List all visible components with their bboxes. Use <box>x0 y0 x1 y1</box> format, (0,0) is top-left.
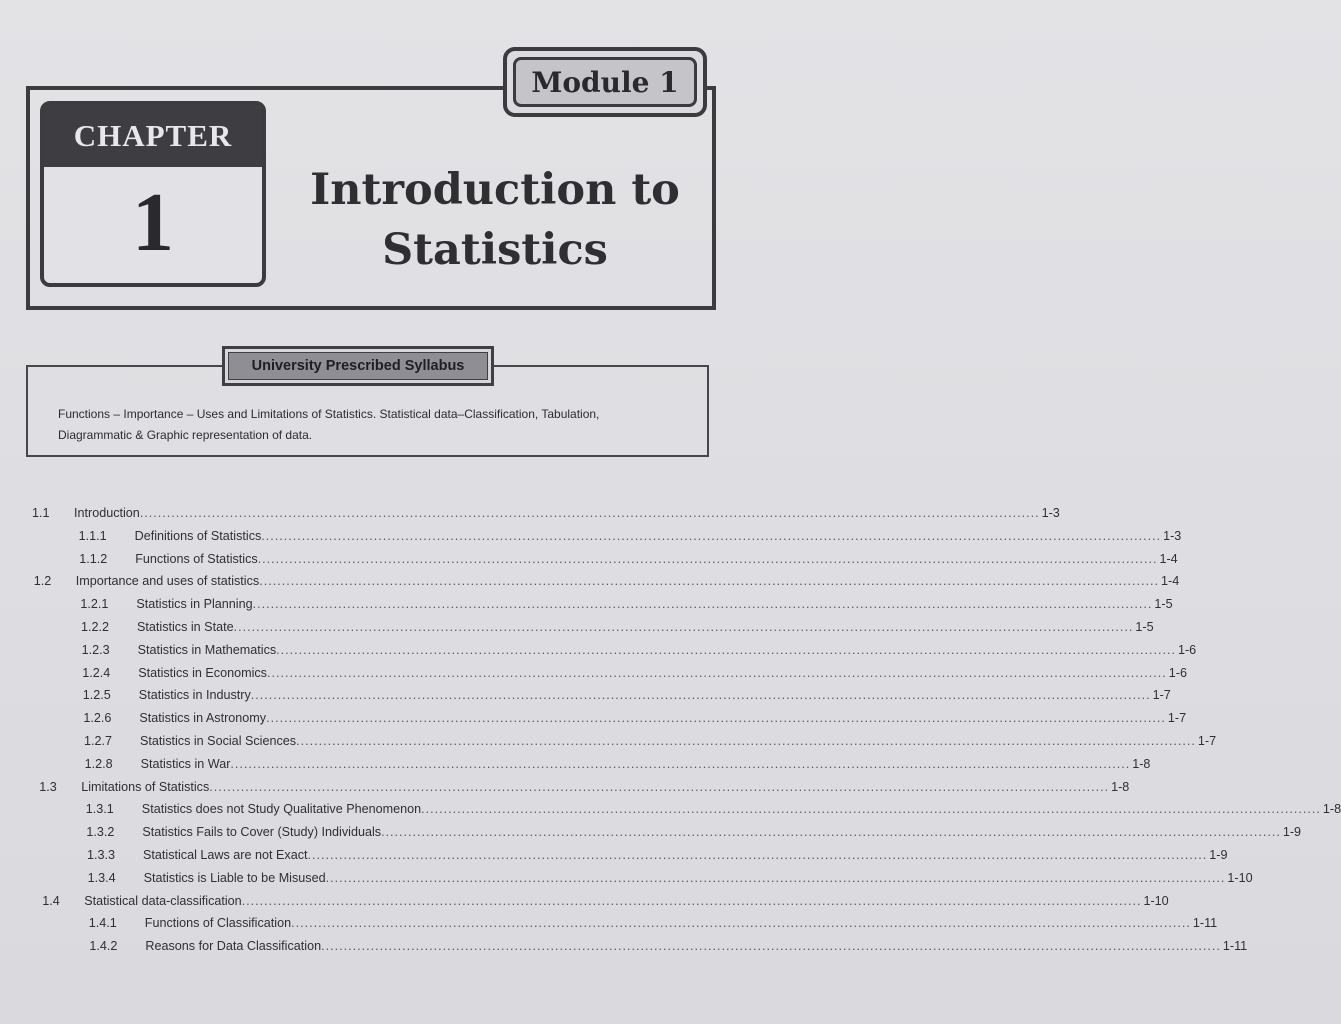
toc-entry-page: 1-6 <box>1168 665 1187 680</box>
toc-entry-title: Limitations of Statistics <box>81 779 210 794</box>
toc-entry <box>0 663 1187 685</box>
toc-entry-number: 1.2.6 <box>83 711 112 726</box>
toc-entry <box>0 913 1218 935</box>
toc-entry-page: 1-3 <box>1041 506 1060 520</box>
toc-leader-dots: ........................................................................................................................................................................................................ <box>261 528 1162 543</box>
toc-entry-title: Statistics is Liable to be Misused <box>143 870 326 885</box>
toc-entry-title: Definitions of Statistics <box>134 528 262 543</box>
toc-entry-title: Statistics in Planning <box>136 597 253 612</box>
toc-leader-dots: ........................................................................................................................................................................................................ <box>209 779 1110 794</box>
toc-entry <box>0 640 1197 662</box>
toc-entry <box>0 777 1130 799</box>
toc-entry-number: 1.2.7 <box>84 734 113 748</box>
toc-entry-number: 1.2.4 <box>82 665 111 680</box>
chapter-number: 1 <box>132 176 174 269</box>
toc-entry <box>0 708 1187 730</box>
toc-entry-page: 1-8 <box>1322 802 1341 817</box>
toc-leader-dots: ........................................................................................................................................................................................................ <box>321 939 1221 954</box>
toc-entry-page: 1-7 <box>1167 711 1187 726</box>
toc-leader-dots: ........................................................................................................................................................................................................ <box>381 825 1281 840</box>
toc-entry-title: Statistics in Mathematics <box>137 642 277 657</box>
toc-entry-page: 1-5 <box>1154 597 1173 612</box>
toc-entry-page: 1-9 <box>1209 848 1228 862</box>
toc-leader-dots: ........................................................................................................................................................................................................ <box>230 756 1131 771</box>
toc-leader-dots: ........................................................................................................................................................................................................ <box>307 848 1208 862</box>
toc-entry-page: 1-8 <box>1111 779 1130 794</box>
toc-entry-title: Functions of Statistics <box>135 551 258 566</box>
toc-entry-number: 1.2.5 <box>82 688 111 703</box>
toc-entry-title: Statistical Laws are not Exact <box>143 848 308 862</box>
toc-leader-dots: ........................................................................................................................................................................................................ <box>259 574 1159 589</box>
toc-entry-page: 1-9 <box>1282 825 1302 840</box>
toc-entry-number: 1.4.1 <box>88 916 117 931</box>
toc-entry-page: 1-8 <box>1132 756 1151 771</box>
toc-leader-dots: ........................................................................................................................................................................................................ <box>139 506 1040 520</box>
toc-leader-dots: ........................................................................................................................................................................................................ <box>421 802 1321 817</box>
toc-entry-page: 1-10 <box>1227 870 1253 885</box>
toc-entry-number: 1.1.2 <box>79 551 108 566</box>
chapter-title-line2: Statistics <box>382 225 608 275</box>
toc-entry-title: Statistics in Social Sciences <box>140 734 297 748</box>
toc-entry-title: Statistics Fails to Cover (Study) Individuals <box>142 825 382 840</box>
toc-leader-dots: ........................................................................................................................................................................................................ <box>250 688 1151 703</box>
toc-leader-dots: ........................................................................................................................................................................................................ <box>266 665 1167 680</box>
toc-entry-page: 1-3 <box>1163 528 1182 543</box>
toc-entry <box>0 594 1173 616</box>
toc-entry-title: Statistics in Economics <box>138 665 267 680</box>
toc-entry-number: 1.3.2 <box>86 825 115 840</box>
toc-entry <box>0 503 1060 525</box>
toc-leader-dots: ........................................................................................................................................................................................................ <box>266 711 1166 726</box>
toc-entry-page: 1-4 <box>1159 551 1178 566</box>
toc-entry-number: 1.2.3 <box>81 642 110 657</box>
toc-entry-number: 1.3.3 <box>87 848 116 862</box>
toc-entry-number: 1.3.1 <box>85 802 114 817</box>
toc-leader-dots: ........................................................................................................................................................................................................ <box>257 551 1158 566</box>
toc-entry <box>0 571 1180 593</box>
toc-entry <box>0 754 1151 776</box>
toc-entry-page: 1-5 <box>1135 620 1154 634</box>
toc-entry-title: Statistics in War <box>140 756 231 771</box>
toc-entry <box>0 868 1253 890</box>
toc-entry-number: 1.2.2 <box>81 620 110 634</box>
syllabus-heading-tab <box>222 346 494 386</box>
toc-entry-page: 1-11 <box>1222 939 1248 954</box>
toc-entry-title: Statistics does not Study Qualitative Phenomenon <box>141 802 422 817</box>
toc-entry-title: Statistics in Astronomy <box>139 711 267 726</box>
toc-entry-title: Functions of Classification <box>144 916 292 931</box>
toc-leader-dots: ........................................................................................................................................................................................................ <box>241 893 1142 908</box>
toc-leader-dots: ........................................................................................................................................................................................................ <box>252 597 1153 612</box>
toc-entry-page: 1-4 <box>1161 574 1180 589</box>
toc-entry <box>0 549 1178 571</box>
toc-entry-number: 1.2.8 <box>84 756 113 771</box>
toc-entry-number: 1.1.1 <box>78 528 107 543</box>
toc-entry-number: 1.3 <box>39 779 57 794</box>
toc-entry <box>0 845 1228 867</box>
toc-entry-number: 1.1 <box>32 506 50 520</box>
toc-entry <box>0 799 1341 821</box>
toc-entry <box>0 731 1217 753</box>
toc-entry <box>0 936 1248 958</box>
syllabus-heading: University Prescribed Syllabus <box>228 352 488 380</box>
toc-entry-page: 1-10 <box>1143 893 1169 908</box>
toc-entry-title: Importance and uses of statistics <box>75 574 260 589</box>
chapter-title <box>275 160 715 280</box>
chapter-label: CHAPTER <box>44 105 262 167</box>
toc-leader-dots: ........................................................................................................................................................................................................ <box>233 620 1134 634</box>
chapter-title-line1: Introduction to <box>310 165 680 215</box>
toc-entry <box>0 891 1169 913</box>
toc-leader-dots: ........................................................................................................................................................................................................ <box>276 642 1176 657</box>
toc-entry-title: Statistical data-classification <box>84 893 242 908</box>
toc-entry-page: 1-7 <box>1197 734 1217 748</box>
toc-leader-dots: ........................................................................................................................................................................................................ <box>291 916 1191 931</box>
toc-entry-title: Introduction <box>74 506 140 520</box>
toc-entry-page: 1-7 <box>1152 688 1171 703</box>
syllabus-text-line2: Diagrammatic & Graphic representation of data. <box>58 428 313 442</box>
toc-entry-number: 1.2.1 <box>80 597 109 612</box>
toc-entry-title: Statistics in Industry <box>138 688 251 703</box>
toc-entry <box>0 822 1302 844</box>
chapter-box <box>40 101 266 287</box>
toc-entry-page: 1-11 <box>1192 916 1218 931</box>
toc-entry-title: Reasons for Data Classification <box>145 939 322 954</box>
module-badge <box>503 47 707 117</box>
toc-entry-title: Statistics in State <box>137 620 234 634</box>
toc-entry-number: 1.2 <box>33 574 52 589</box>
toc-leader-dots: ........................................................................................................................................................................................................ <box>325 870 1226 885</box>
module-label: Module 1 <box>513 57 697 107</box>
toc-entry <box>0 685 1171 707</box>
toc-entry-number: 1.4.2 <box>89 939 118 954</box>
toc-entry <box>0 526 1182 548</box>
toc-entry <box>0 617 1154 639</box>
toc-entry-number: 1.4 <box>42 893 60 908</box>
syllabus-text <box>58 404 698 446</box>
toc-entry-number: 1.3.4 <box>87 870 116 885</box>
toc-entry-page: 1-6 <box>1177 642 1197 657</box>
syllabus-text-line1: Functions – Importance – Uses and Limitations of Statistics. Statistical data–Classification, Tabulation, <box>58 407 600 421</box>
toc-leader-dots: ........................................................................................................................................................................................................ <box>296 734 1196 748</box>
